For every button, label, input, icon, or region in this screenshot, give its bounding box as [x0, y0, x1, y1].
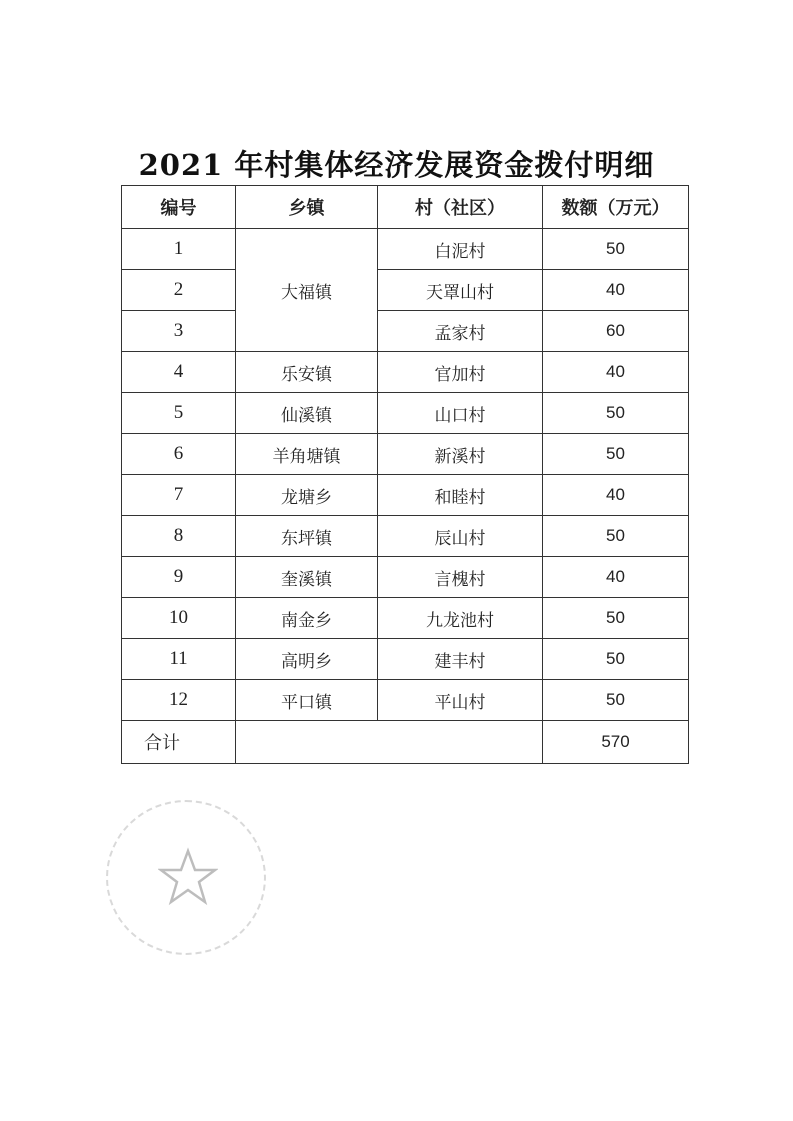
- row-amount: 50: [543, 680, 689, 721]
- table-row: [122, 393, 689, 434]
- row-town: 仙溪镇: [236, 393, 378, 434]
- row-number: 11: [122, 639, 236, 680]
- row-number: 2: [122, 270, 236, 311]
- row-number: 1: [122, 229, 236, 270]
- row-number: 9: [122, 557, 236, 598]
- row-town: 乐安镇: [236, 352, 378, 393]
- row-town: 大福镇: [236, 229, 378, 352]
- row-number: 7: [122, 475, 236, 516]
- table-row: [122, 557, 689, 598]
- row-village: 山口村: [378, 393, 543, 434]
- row-amount: 50: [543, 598, 689, 639]
- row-number: 8: [122, 516, 236, 557]
- table-row: [122, 270, 689, 311]
- row-village: 白泥村: [378, 229, 543, 270]
- header-town: 乡镇: [236, 186, 378, 229]
- row-amount: 50: [543, 516, 689, 557]
- row-village: 和睦村: [378, 475, 543, 516]
- table-row: [122, 639, 689, 680]
- table-row: [122, 516, 689, 557]
- total-row: [122, 721, 689, 764]
- table-row: [122, 598, 689, 639]
- row-town: 东坪镇: [236, 516, 378, 557]
- row-town: 奎溪镇: [236, 557, 378, 598]
- row-village: 九龙池村: [378, 598, 543, 639]
- allocation-table: [121, 185, 689, 764]
- row-village: 建丰村: [378, 639, 543, 680]
- row-town: 南金乡: [236, 598, 378, 639]
- table-row: [122, 680, 689, 721]
- row-town: 平口镇: [236, 680, 378, 721]
- official-seal: [106, 800, 266, 955]
- row-amount: 50: [543, 229, 689, 270]
- row-village: 新溪村: [378, 434, 543, 475]
- row-amount: 50: [543, 393, 689, 434]
- header-village: 村（社区）: [378, 186, 543, 229]
- star-icon: [158, 847, 218, 907]
- row-amount: 40: [543, 270, 689, 311]
- row-number: 12: [122, 680, 236, 721]
- header-number: 编号: [122, 186, 236, 229]
- table-row: [122, 352, 689, 393]
- table-row: [122, 311, 689, 352]
- table-row: [122, 475, 689, 516]
- header-amount: 数额（万元）: [543, 186, 689, 229]
- row-amount: 50: [543, 639, 689, 680]
- table-row: [122, 434, 689, 475]
- row-number: 3: [122, 311, 236, 352]
- row-town: 羊角塘镇: [236, 434, 378, 475]
- row-amount: 60: [543, 311, 689, 352]
- row-number: 4: [122, 352, 236, 393]
- row-number: 10: [122, 598, 236, 639]
- row-number: 6: [122, 434, 236, 475]
- row-village: 天罩山村: [378, 270, 543, 311]
- total-empty-cell: [236, 721, 543, 764]
- row-amount: 40: [543, 475, 689, 516]
- row-town: 龙塘乡: [236, 475, 378, 516]
- row-town: 高明乡: [236, 639, 378, 680]
- row-village: 言槐村: [378, 557, 543, 598]
- row-amount: 50: [543, 434, 689, 475]
- row-amount: 40: [543, 557, 689, 598]
- row-village: 平山村: [378, 680, 543, 721]
- total-label: 合计: [122, 721, 236, 764]
- row-number: 5: [122, 393, 236, 434]
- row-village: 辰山村: [378, 516, 543, 557]
- row-village: 孟家村: [378, 311, 543, 352]
- table-row: [122, 229, 689, 270]
- row-amount: 40: [543, 352, 689, 393]
- total-amount: 570: [543, 721, 689, 764]
- page-title: 2021 年村集体经济发展资金拨付明细: [138, 148, 655, 182]
- row-village: 官加村: [378, 352, 543, 393]
- table-header-row: [122, 186, 689, 229]
